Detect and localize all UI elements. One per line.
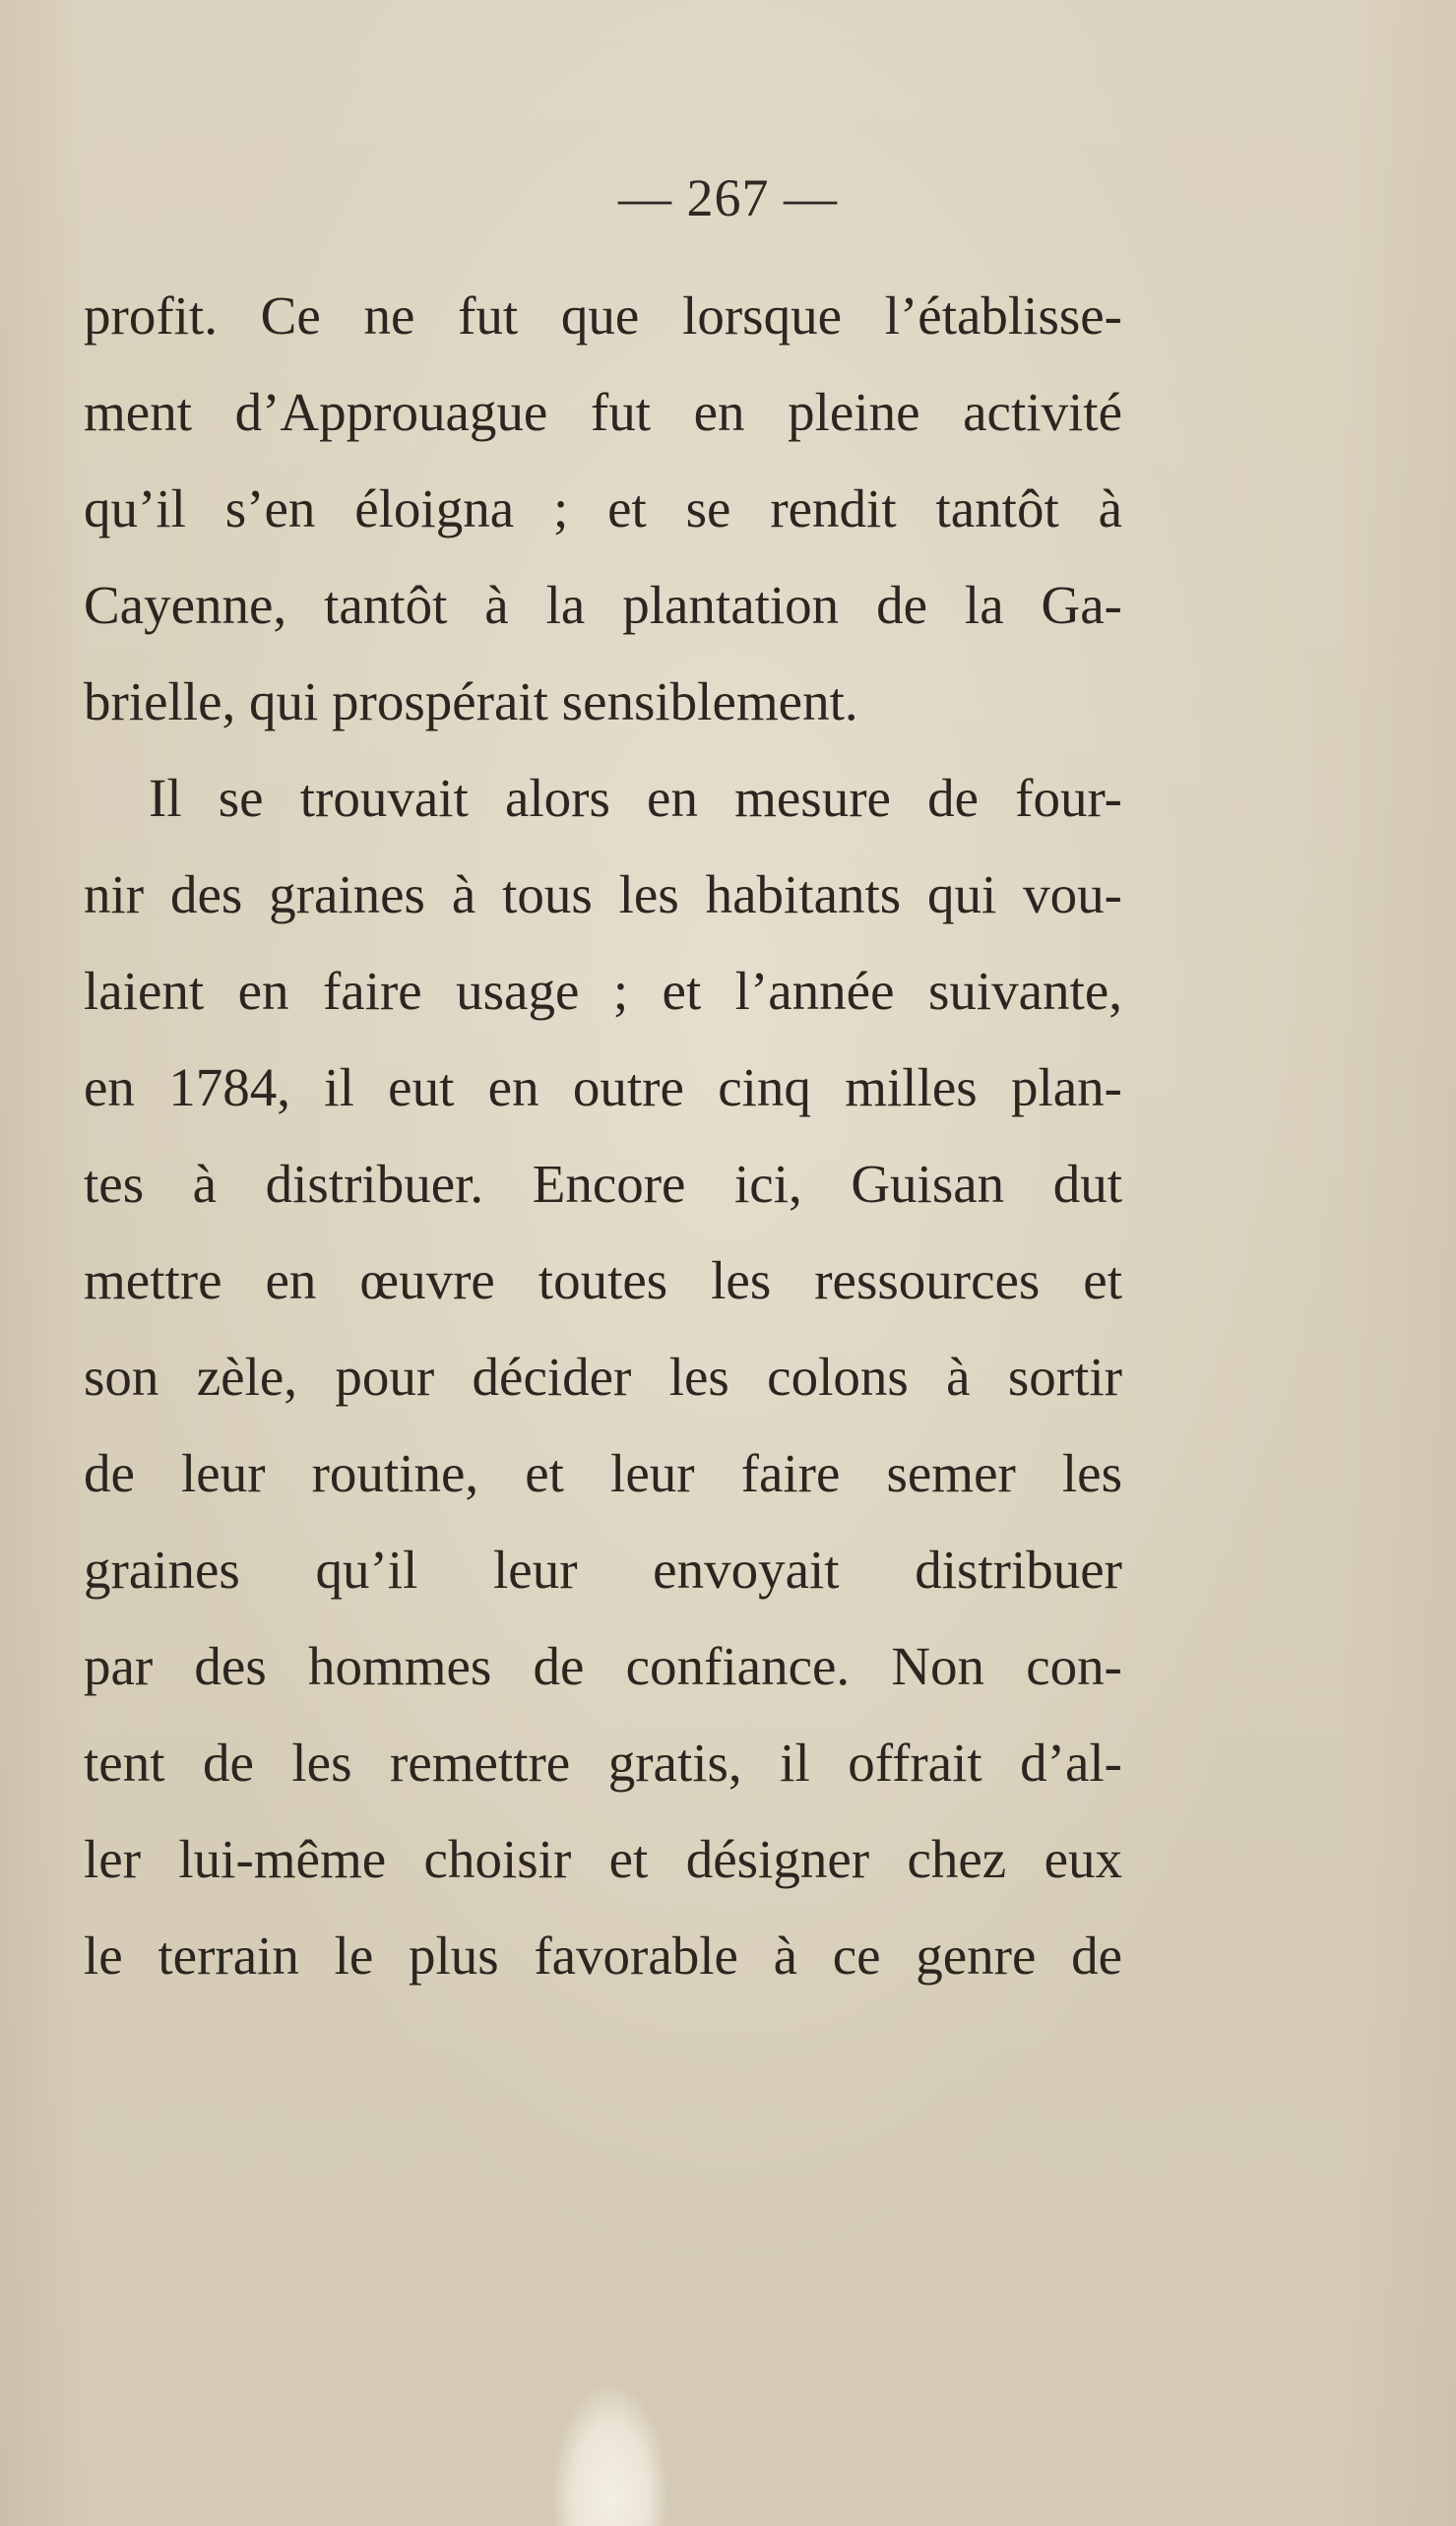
- text-line: tes à distribuer. Encore ici, Guisan dut: [84, 1154, 1122, 1214]
- text-line: graines qu’il leur envoyait distribuer: [84, 1540, 1122, 1600]
- text-line: brielle, qui prospérait sensiblement.: [84, 671, 858, 731]
- page-number: — 267 —: [618, 168, 838, 227]
- text-line: par des hommes de confiance. Non con-: [84, 1636, 1122, 1696]
- text-line: laient en faire usage ; et l’année suivante,: [84, 961, 1122, 1021]
- paragraph-start-line: Il se trouvait alors en mesure de four-: [149, 768, 1122, 828]
- text-line: mettre en œuvre toutes les ressources et: [84, 1250, 1122, 1310]
- text-line: ment d’Approuague fut en pleine activité: [84, 382, 1122, 442]
- paper-smudge: [551, 2382, 669, 2526]
- body-text: [84, 268, 1122, 2004]
- text-line: tent de les remettre gratis, il offrait d’al-: [84, 1733, 1122, 1793]
- text-line: nir des graines à tous les habitants qui vou-: [84, 864, 1122, 924]
- text-line: Cayenne, tantôt à la plantation de la Ga-: [84, 575, 1122, 635]
- text-line: de leur routine, et leur faire semer les: [84, 1443, 1122, 1503]
- text-line: en 1784, il eut en outre cinq milles plan-: [84, 1057, 1122, 1117]
- text-line: le terrain le plus favorable à ce genre de: [84, 1926, 1122, 1986]
- text-line: profit. Ce ne fut que lorsque l’établisse-: [84, 285, 1122, 346]
- text-line: ler lui-même choisir et désigner chez eux: [84, 1829, 1122, 1889]
- text-line: qu’il s’en éloigna ; et se rendit tantôt à: [84, 478, 1122, 538]
- text-line: son zèle, pour décider les colons à sortir: [84, 1347, 1122, 1407]
